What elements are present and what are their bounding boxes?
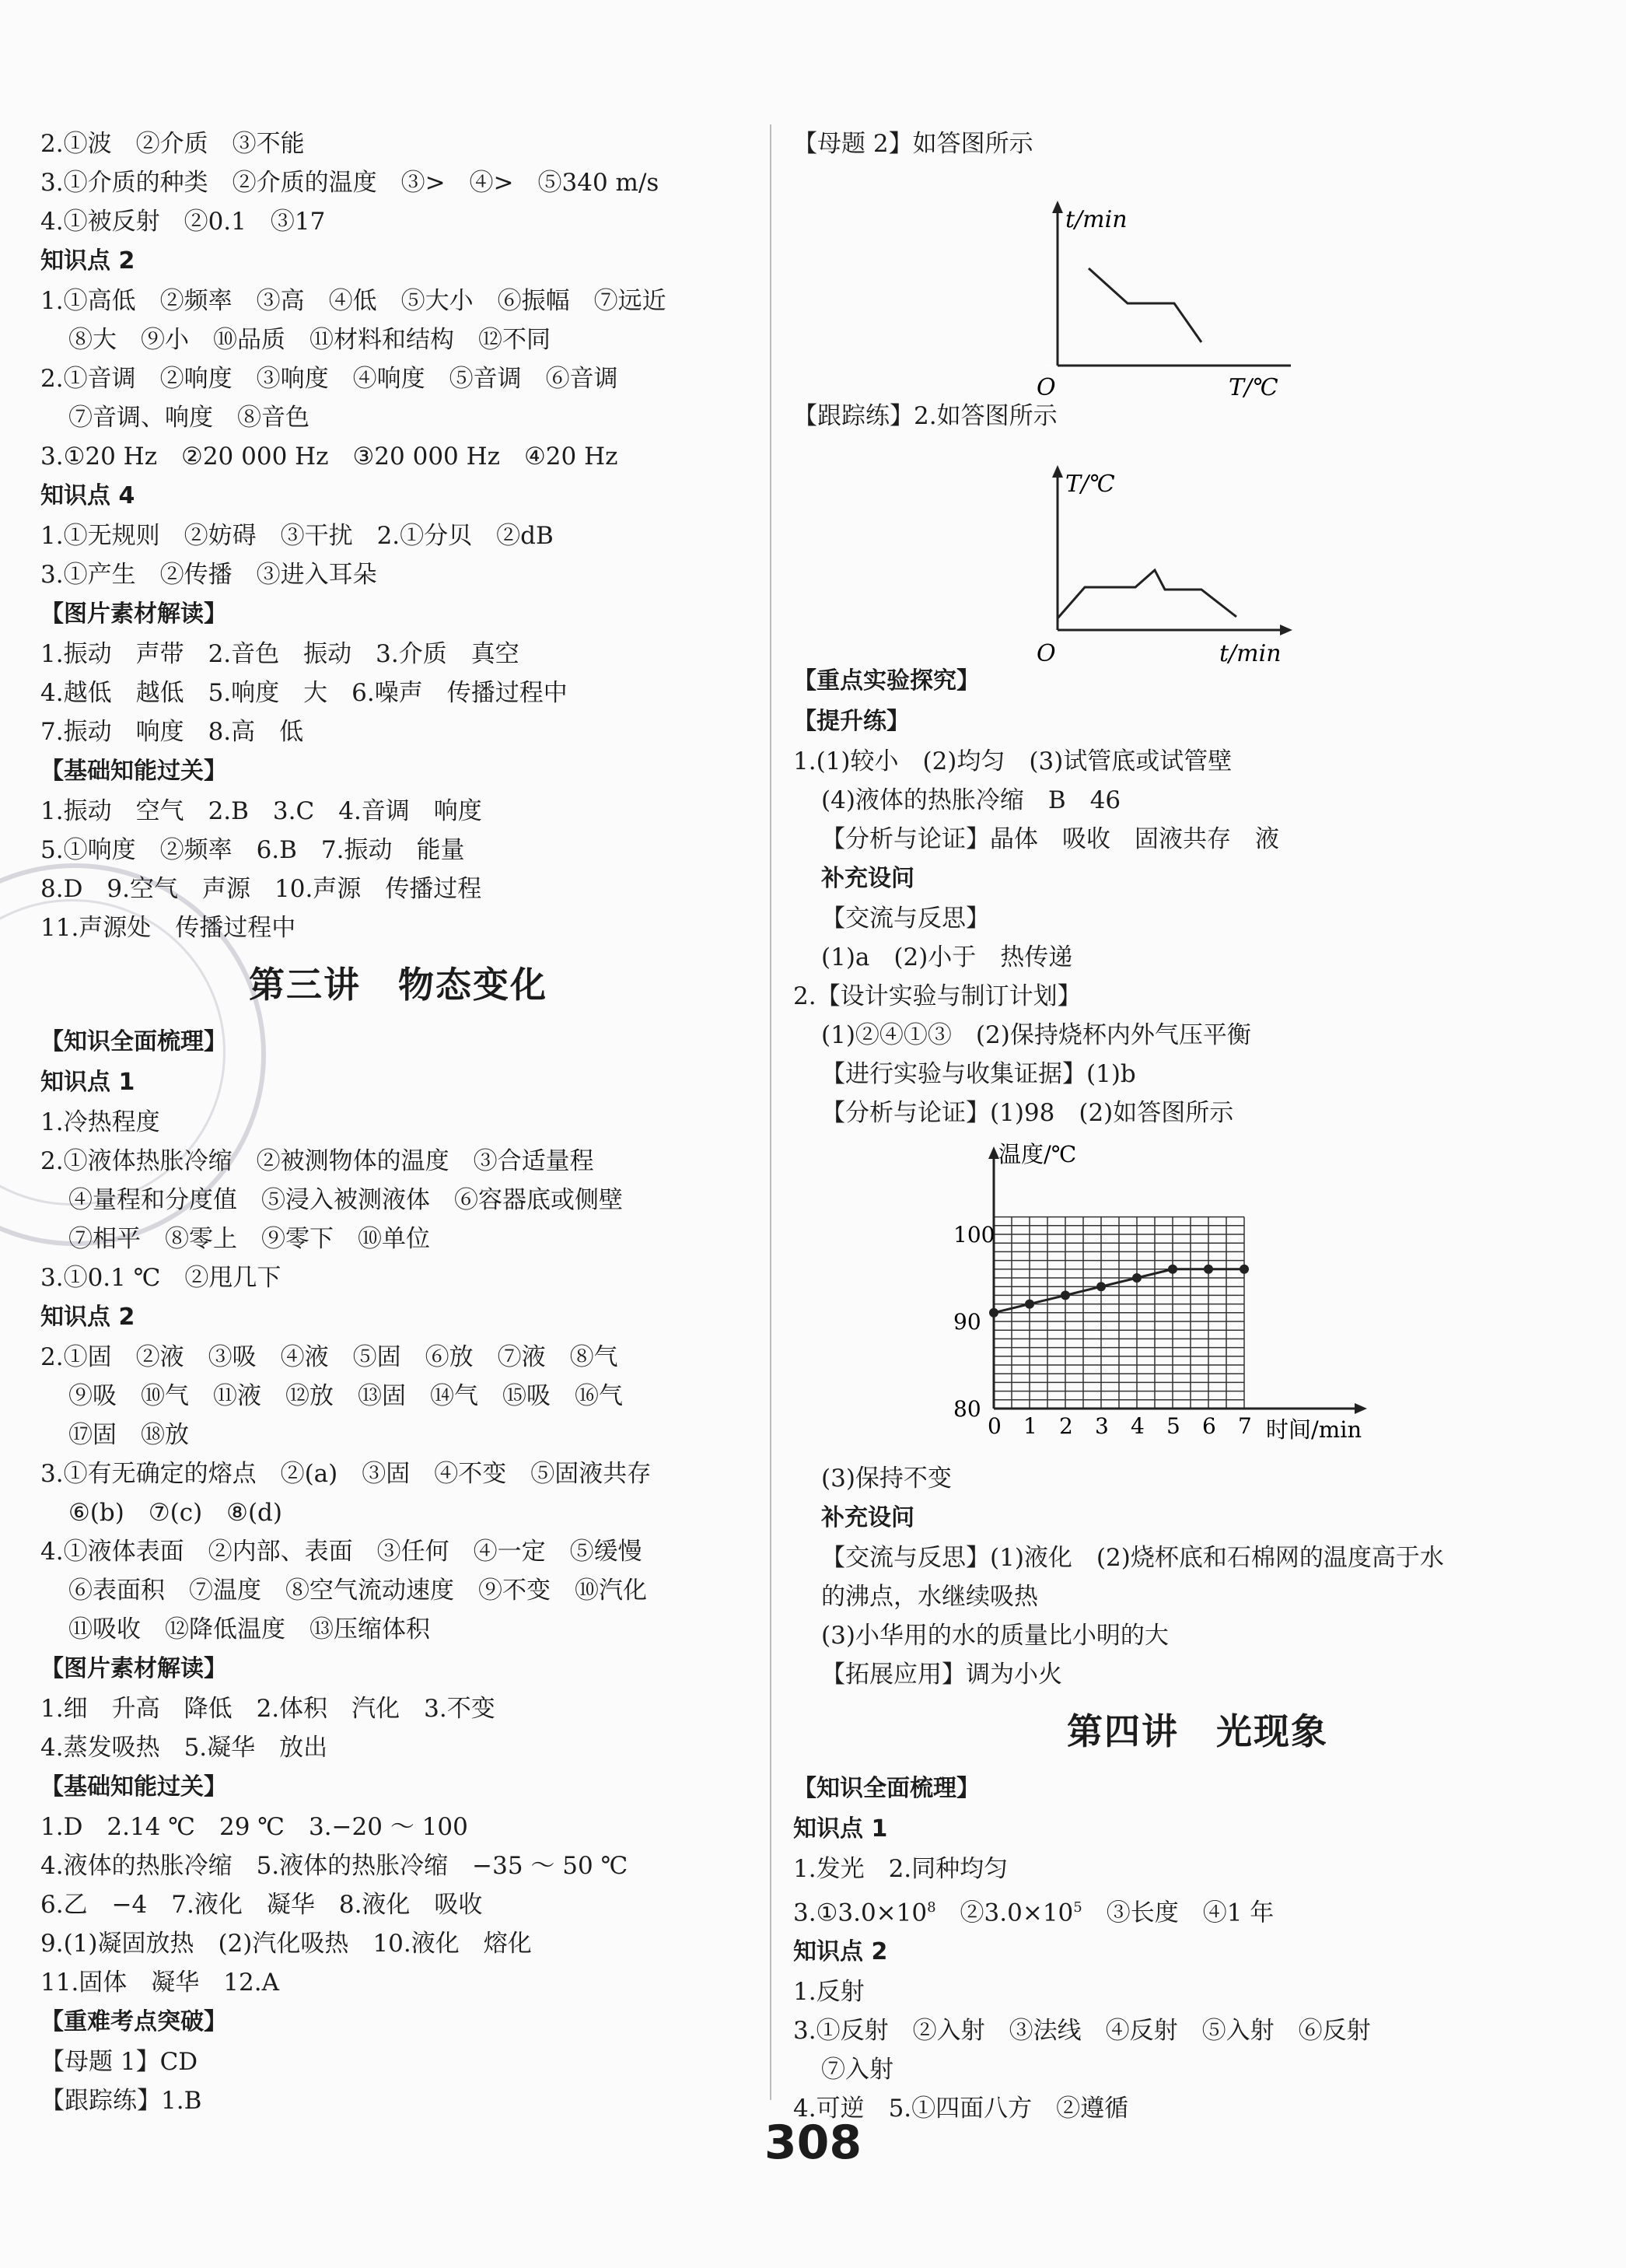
answer-line: 4.液体的热胀冷缩 5.液体的热胀冷缩 −35 ～ 50 ℃	[40, 1852, 628, 1880]
answer-line: ⑪吸收 ⑫降低温度 ⑬压缩体积	[68, 1615, 430, 1643]
section-heading: 知识点 2	[40, 1304, 135, 1331]
answer-line: 2.①波 ②介质 ③不能	[40, 130, 305, 158]
answer-line: 1.冷热程度	[40, 1108, 160, 1136]
answer-line: 5.①响度 ②频率 6.B 7.振动 能量	[40, 836, 465, 864]
answer-line: ⑦入射	[821, 2056, 893, 2084]
answer-line: 3.①产生 ②传播 ③进入耳朵	[40, 561, 377, 589]
boiling-chart-y-arrow	[988, 1146, 999, 1159]
y-tick-label: 80	[953, 1396, 981, 1422]
answer-line: 1.细 升高 降低 2.体积 汽化 3.不变	[40, 1695, 495, 1723]
answer-line: 【母题 1】CD	[40, 2048, 198, 2076]
answer-line: (3)保持不变	[821, 1465, 952, 1493]
x-tick-label: 4	[1131, 1413, 1145, 1439]
section-heading: 【知识全面梳理】	[793, 1775, 980, 1802]
data-point	[1168, 1265, 1177, 1274]
answer-line: 4.蒸发吸热 5.凝华 放出	[40, 1734, 328, 1762]
answer-line: 【交流与反思】	[821, 905, 990, 933]
answer-line: ⑥表面积 ⑦温度 ⑧空气流动速度 ⑨不变 ⑩汽化	[68, 1577, 647, 1605]
answer-line: (3)小华用的水的质量比小明的大	[821, 1622, 1169, 1650]
section-heading: 【提升练】	[793, 708, 910, 735]
page-number: 308	[764, 2116, 862, 2170]
answer-line: 1.振动 空气 2.B 3.C 4.音调 响度	[40, 797, 482, 825]
data-point	[1025, 1300, 1034, 1309]
answer-line: 3.①有无确定的熔点 ②(a) ③固 ④不变 ⑤固液共存	[40, 1460, 652, 1488]
answer-line-speed-of-light	[793, 1888, 1602, 1932]
answer-line: ④量程和分度值 ⑤浸入被测液体 ⑥容器底或侧壁	[68, 1186, 623, 1214]
section-heading: 知识点 1	[40, 1069, 135, 1096]
section-heading: 【知识全面梳理】	[40, 1028, 227, 1055]
boiling-chart-xlabel: 时间/min	[1266, 1416, 1362, 1443]
answer-line: 3.①介质的种类 ②介质的温度 ③> ④> ⑤340 m/s	[40, 169, 659, 197]
answer-line: ⑧大 ⑨小 ⑩品质 ⑪材料和结构 ⑫不同	[68, 326, 551, 354]
answer-line: 【母题 2】如答图所示	[793, 130, 1033, 158]
data-point	[1061, 1290, 1070, 1300]
answer-line: 4.①被反射 ②0.1 ③17	[40, 208, 326, 236]
answer-line: 3.①反射 ②入射 ③法线 ④反射 ⑤入射 ⑥反射	[793, 2017, 1371, 2046]
x-tick-label: 6	[1202, 1413, 1216, 1439]
answer-line: 1.①高低 ②频率 ③高 ④低 ⑤大小 ⑥振幅 ⑦远近	[40, 287, 666, 315]
light-post: ③长度 ④1 年	[1082, 1899, 1275, 1927]
section-heading: 知识点 2	[40, 247, 135, 275]
answer-line: 1.①无规则 ②妨碍 ③干扰 2.①分贝 ②dB	[40, 522, 554, 550]
sketch-graph-2	[809, 436, 1282, 667]
sketch-graph-1	[809, 163, 1278, 401]
answer-line: 【分析与论证】(1)98 (2)如答图所示	[821, 1099, 1234, 1127]
answer-line: 【分析与论证】晶体 吸收 固液共存 液	[821, 825, 1279, 853]
graph2-ylabel: T/℃	[1065, 471, 1115, 498]
lecture-title: 第三讲 物态变化	[249, 964, 547, 1006]
answer-line: 1.反射	[793, 1978, 865, 2007]
answer-line: 2.①液体热胀冷缩 ②被测物体的温度 ③合适量程	[40, 1147, 594, 1175]
answer-line: 3.①0.1 ℃ ②甩几下	[40, 1264, 281, 1292]
data-point	[1204, 1265, 1213, 1274]
graph2-curve	[1058, 570, 1236, 618]
graph1-y-arrow	[1052, 201, 1063, 213]
y-tick-label: 100	[953, 1222, 995, 1248]
x-tick-label: 0	[988, 1413, 1002, 1439]
answer-line: (1)a (2)小于 热传递	[821, 943, 1073, 971]
answer-line: (1)②④①③ (2)保持烧杯内外气压平衡	[821, 1021, 1251, 1049]
answer-line: 7.振动 响度 8.高 低	[40, 718, 304, 746]
graph1-ylabel: t/min	[1065, 206, 1128, 233]
column-divider	[770, 124, 771, 2100]
answer-line: 2.【设计实验与制订计划】	[793, 982, 1082, 1010]
section-heading: 补充设问	[821, 865, 914, 892]
section-heading: 【图片素材解读】	[40, 1655, 227, 1682]
answer-line: 【交流与反思】(1)液化 (2)烧杯底和石棉网的温度高于水	[821, 1544, 1444, 1572]
x-tick-label: 3	[1095, 1413, 1109, 1439]
lecture-title: 第四讲 光现象	[1067, 1710, 1328, 1752]
answer-line: 3.①20 Hz ②20 000 Hz ③20 000 Hz ④20 Hz	[40, 443, 618, 471]
answer-line: (4)液体的热胀冷缩 B 46	[821, 786, 1121, 814]
boiling-chart-x-arrow	[1355, 1403, 1367, 1414]
y-tick-label: 90	[953, 1309, 981, 1335]
answer-line: 【拓展应用】调为小火	[821, 1661, 1062, 1689]
answer-line: 2.①音调 ②响度 ③响度 ④响度 ⑤音调 ⑥音调	[40, 365, 618, 393]
boiling-chart-ylabel: 温度/℃	[998, 1141, 1077, 1167]
section-heading: 【基础知能过关】	[40, 1773, 227, 1801]
answer-line: 6.乙 −4 7.液化 凝华 8.液化 吸收	[40, 1891, 483, 1919]
graph2-xlabel: t/min	[1219, 640, 1282, 667]
answer-line: 4.越低 越低 5.响度 大 6.噪声 传播过程中	[40, 679, 568, 707]
exponent: 5	[1073, 1899, 1082, 1916]
graph2-origin: O	[1037, 640, 1056, 667]
graph2-y-arrow	[1052, 465, 1063, 478]
answer-line: 【跟踪练】1.B	[40, 2087, 202, 2115]
section-heading: 【重点实验探究】	[793, 667, 980, 695]
section-heading: 知识点 1	[793, 1815, 888, 1843]
graph1-origin: O	[1037, 374, 1056, 401]
graph2-x-arrow	[1280, 625, 1292, 635]
section-heading: 知识点 2	[793, 1938, 888, 1966]
x-tick-label: 1	[1023, 1413, 1037, 1439]
x-tick-label: 2	[1059, 1413, 1073, 1439]
answer-line: ⑦音调、响度 ⑧音色	[68, 404, 309, 432]
answer-line: 4.可逆 5.①四面八方 ②遵循	[793, 2095, 1129, 2123]
graph1-curve	[1089, 268, 1201, 342]
section-heading: 【基础知能过关】	[40, 758, 227, 785]
answer-line: 【跟踪练】2.如答图所示	[793, 402, 1058, 430]
section-heading: 知识点 4	[40, 482, 135, 509]
answer-line: 11.固体 凝华 12.A	[40, 1969, 279, 1997]
answer-line: 1.发光 2.同种均匀	[793, 1855, 1009, 1883]
answer-line: 9.(1)凝固放热 (2)汽化吸热 10.液化 熔化	[40, 1930, 532, 1958]
answer-line: ⑦相平 ⑧零上 ⑨零下 ⑩单位	[68, 1225, 430, 1253]
left-column	[40, 124, 756, 2120]
exponent: 8	[927, 1899, 936, 1916]
light-pre: 3.①3.0×10	[793, 1899, 928, 1927]
answer-line: 的沸点，水继续吸热	[821, 1583, 1038, 1611]
answer-line: ⑨吸 ⑩气 ⑪液 ⑫放 ⑬固 ⑭气 ⑮吸 ⑯气	[68, 1382, 623, 1410]
data-point	[989, 1308, 998, 1318]
data-point	[1240, 1265, 1249, 1274]
answer-line: 1.(1)较小 (2)均匀 (3)试管底或试管壁	[793, 747, 1233, 775]
boiling-chart-grid	[994, 1217, 1244, 1409]
answer-line: 4.①液体表面 ②内部、表面 ③任何 ④一定 ⑤缓慢	[40, 1538, 642, 1566]
x-tick-label: 5	[1166, 1413, 1180, 1439]
answer-line: 【进行实验与收集证据】(1)b	[821, 1060, 1136, 1088]
answer-line: ⑰固 ⑱放	[68, 1421, 189, 1449]
boiling-chart	[793, 1132, 1384, 1459]
right-column	[793, 124, 1602, 2128]
section-heading: 补充设问	[821, 1504, 914, 1531]
section-heading: 【重难考点突破】	[40, 2008, 227, 2035]
graph1-xlabel: T/℃	[1229, 374, 1278, 401]
light-mid: ②3.0×10	[935, 1899, 1074, 1927]
data-point	[1096, 1282, 1106, 1291]
answer-line: 11.声源处 传播过程中	[40, 914, 296, 942]
answer-line: 8.D 9.空气 声源 10.声源 传播过程	[40, 875, 482, 903]
data-point	[1132, 1273, 1142, 1283]
section-heading: 【图片素材解读】	[40, 600, 227, 628]
answer-line: 2.①固 ②液 ③吸 ④液 ⑤固 ⑥放 ⑦液 ⑧气	[40, 1343, 618, 1371]
answer-line: 1.D 2.14 ℃ 29 ℃ 3.−20 ～ 100	[40, 1813, 468, 1841]
answer-line: ⑥(b) ⑦(c) ⑧(d)	[68, 1499, 282, 1527]
answer-line: 1.振动 声带 2.音色 振动 3.介质 真空	[40, 640, 519, 668]
x-tick-label: 7	[1238, 1413, 1252, 1439]
